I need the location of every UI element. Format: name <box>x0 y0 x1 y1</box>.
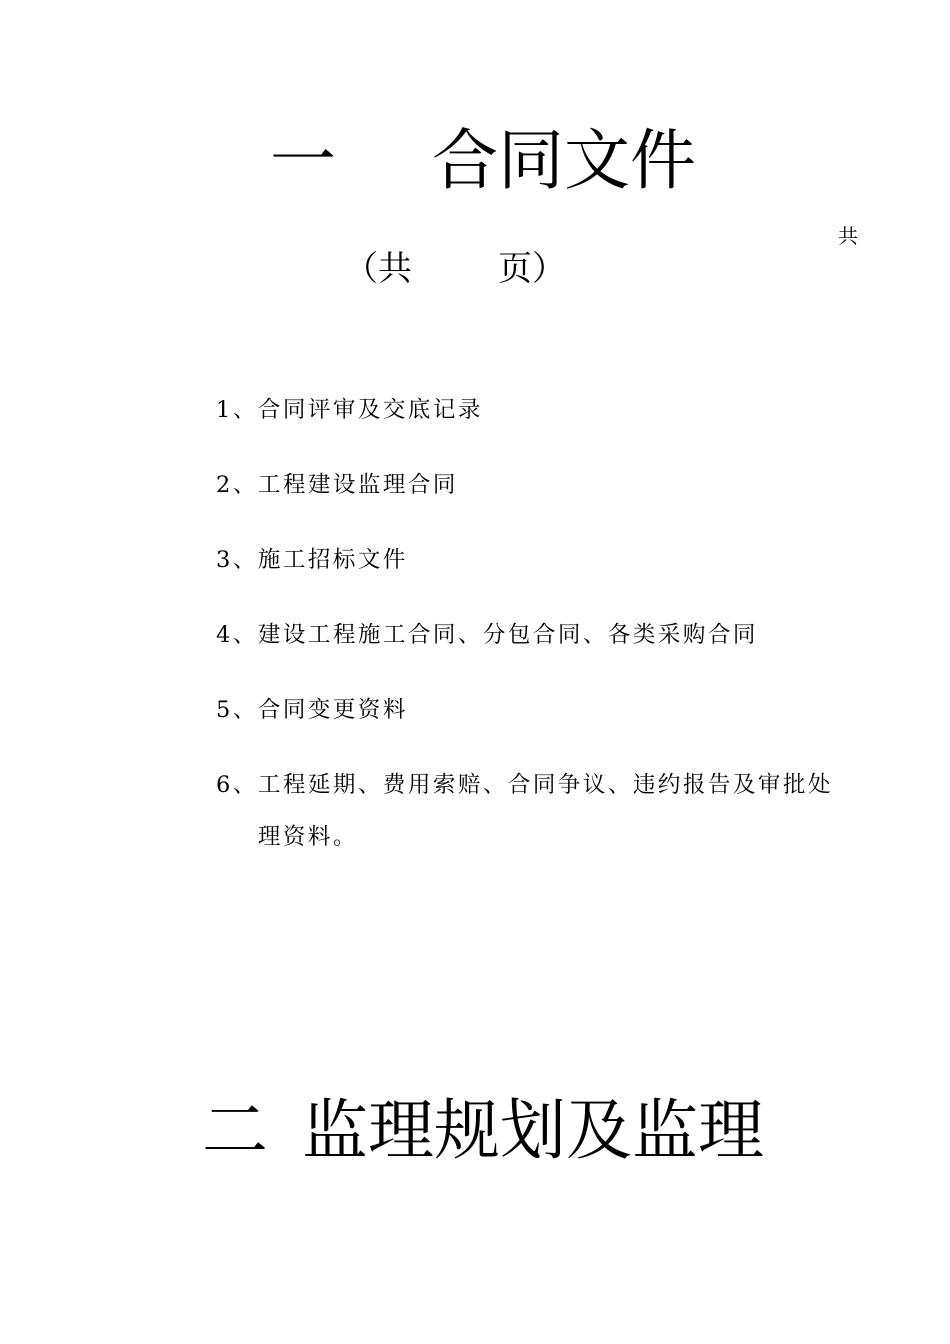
list-item <box>216 759 856 863</box>
list-item <box>216 534 856 586</box>
list-item-index: 4、 <box>216 622 258 648</box>
contents-list <box>216 384 856 886</box>
list-item-index: 5、 <box>216 697 258 723</box>
list-item-text: 工程延期、费用索赔、合同争议、违约报告及审批处理资料。 <box>257 772 833 850</box>
list-item-text: 施工招标文件 <box>257 547 408 573</box>
list-item-index: 6、 <box>216 772 258 798</box>
list-item <box>216 684 856 736</box>
list-item-index: 2、 <box>216 472 258 498</box>
corner-note: 共 <box>838 224 858 248</box>
section-1-number: 一 <box>270 122 336 199</box>
list-item-text: 合同评审及交底记录 <box>257 397 483 423</box>
list-item-index: 1、 <box>216 397 258 423</box>
section-2-heading <box>202 1092 764 1169</box>
list-item <box>216 384 856 436</box>
list-item-index: 3、 <box>216 547 258 573</box>
section-1-heading <box>270 122 696 199</box>
list-item-text: 合同变更资料 <box>257 697 408 723</box>
page-count <box>344 249 566 289</box>
page-count-open: （共 <box>344 249 412 289</box>
list-item <box>216 459 856 511</box>
list-item-text: 建设工程施工合同、分包合同、各类采购合同 <box>257 622 758 648</box>
list-item <box>216 609 856 661</box>
page-count-close: 页） <box>498 249 566 289</box>
section-2-number: 二 <box>202 1092 268 1169</box>
list-item-text: 工程建设监理合同 <box>257 472 458 498</box>
section-2-title: 监理规划及监理 <box>302 1092 764 1169</box>
section-1-title: 合同文件 <box>432 122 696 199</box>
